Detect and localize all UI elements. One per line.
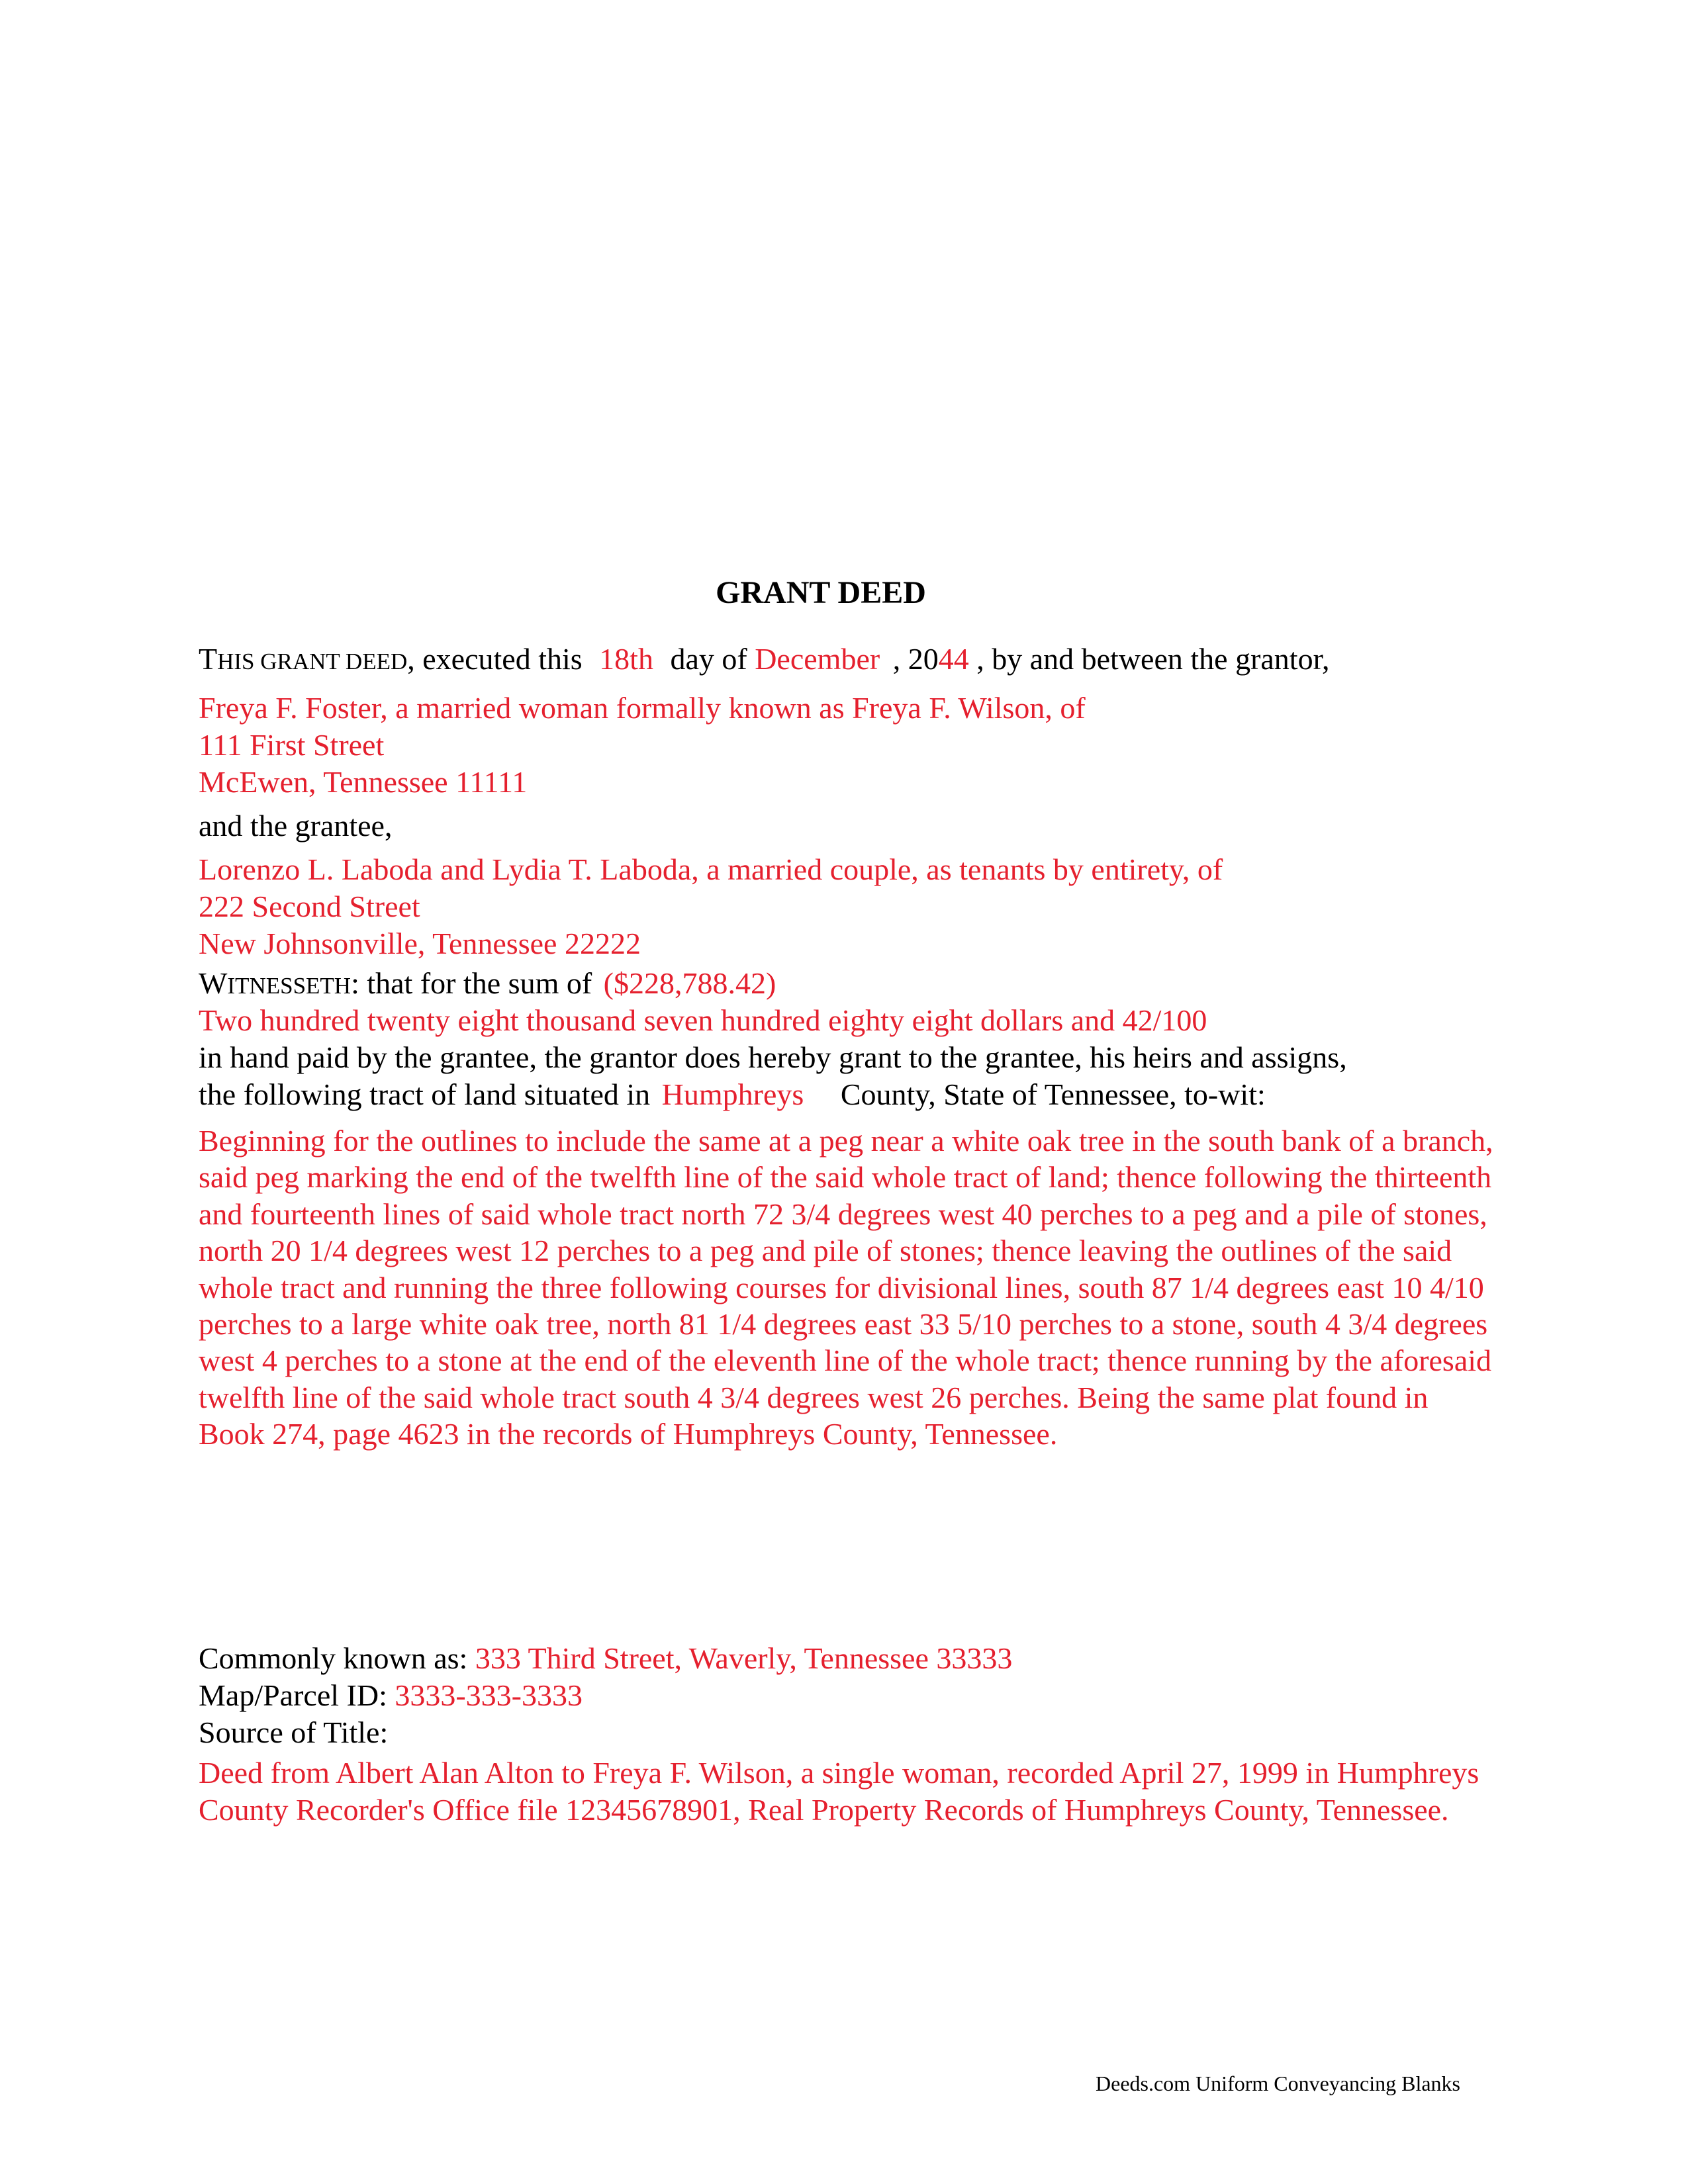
grantor-line-2: 111 First Street: [199, 728, 385, 762]
grantee-label: and the grantee,: [199, 809, 393, 842]
consideration-amount: ($228,788.42): [603, 966, 776, 1000]
deed-day: 18th: [599, 642, 653, 676]
parcel-label: Map/Parcel ID:: [199, 1678, 387, 1712]
year-prefix: , 20: [892, 642, 939, 676]
between-text: , by and between the grantor,: [976, 642, 1330, 676]
source-of-title: Deed from Albert Alan Alton to Freya F. Wilson, a single woman, recorded April 27, 1999 in Humphreys County Recorder's Office file 12345678901, Real Property Records of Humphreys County, Tennessee.: [199, 1756, 1479, 1827]
conveyance-prefix: the following tract of land situated in: [199, 1077, 651, 1111]
known-as-line: [199, 1640, 1012, 1677]
deed-month: December: [755, 642, 880, 676]
witnesseth-text: : that for the sum of: [351, 966, 592, 1000]
known-as-value: 333 Third Street, Waverly, Tennessee 33333: [475, 1641, 1013, 1675]
conveyance-line-1: in hand paid by the grantee, the grantor does hereby grant to the grantee, his heirs and assigns,: [199, 1040, 1347, 1074]
grantee-line-3: New Johnsonville, Tennessee 22222: [199, 927, 641, 960]
consideration-words: Two hundred twenty eight thousand seven hundred eighty eight dollars and 42/100: [199, 1003, 1207, 1037]
source-label: Source of Title:: [199, 1715, 389, 1749]
grantor-line-3: McEwen, Tennessee 11111: [199, 765, 528, 799]
parcel-line: [199, 1677, 583, 1714]
opening-executed-text: , executed this: [407, 642, 583, 676]
grantor-line-1: Freya F. Foster, a married woman formally known as Freya F. Wilson, of: [199, 691, 1086, 725]
witnesseth-lead-small: ITNESSETH: [227, 973, 352, 999]
opening-lead-cap: T: [199, 642, 218, 676]
footer-brand: Deeds.com Uniform Conveyancing Blanks: [1096, 2071, 1460, 2095]
document-title: GRANT DEED: [716, 575, 926, 610]
county-name: Humphreys: [661, 1077, 804, 1111]
conveyance-line-2: [199, 1076, 1266, 1113]
witnesseth-line: [199, 965, 776, 1005]
opening-line: [199, 641, 1330, 680]
day-of-text: day of: [670, 642, 747, 676]
deed-year: 44: [938, 642, 969, 676]
opening-lead-small: HIS GRANT DEED: [217, 649, 408, 674]
conveyance-suffix: County, State of Tennessee, to-wit:: [840, 1077, 1266, 1111]
parcel-value: 3333-333-3333: [395, 1678, 583, 1712]
legal-description: Beginning for the outlines to include the same at a peg near a white oak tree in the south bank of a branch, said peg marking the end of the twelfth line of the said whole tract of land; thence following the thirteenth and fourteenth lines of said whole tract north 72 3/4 degrees west 40 perches to a peg and a pile of stones, north 20 1/4 degrees west 12 perches to a peg and pile of stones; thence leaving the outlines of the said whole tract and running the three following courses for divisional lines, south 87 1/4 degrees east 10 4/10 perches to a large white oak tree, north 81 1/4 degrees east 33 5/10 perches to a stone, south 4 3/4 degrees west 4 perches to a stone at the end of the eleventh line of the whole tract; thence running by the aforesaid twelfth line of the said whole tract south 4 3/4 degrees west 26 perches. Being the same plat found in Book 274, page 4623 in the records of Humphreys County, Tennessee.: [199, 1124, 1493, 1451]
known-as-label: Commonly known as:: [199, 1641, 468, 1675]
grantee-line-2: 222 Second Street: [199, 889, 420, 923]
grantee-line-1: Lorenzo L. Laboda and Lydia T. Laboda, a married couple, as tenants by entirety, of: [199, 852, 1223, 886]
witnesseth-lead-cap: W: [199, 966, 228, 1000]
